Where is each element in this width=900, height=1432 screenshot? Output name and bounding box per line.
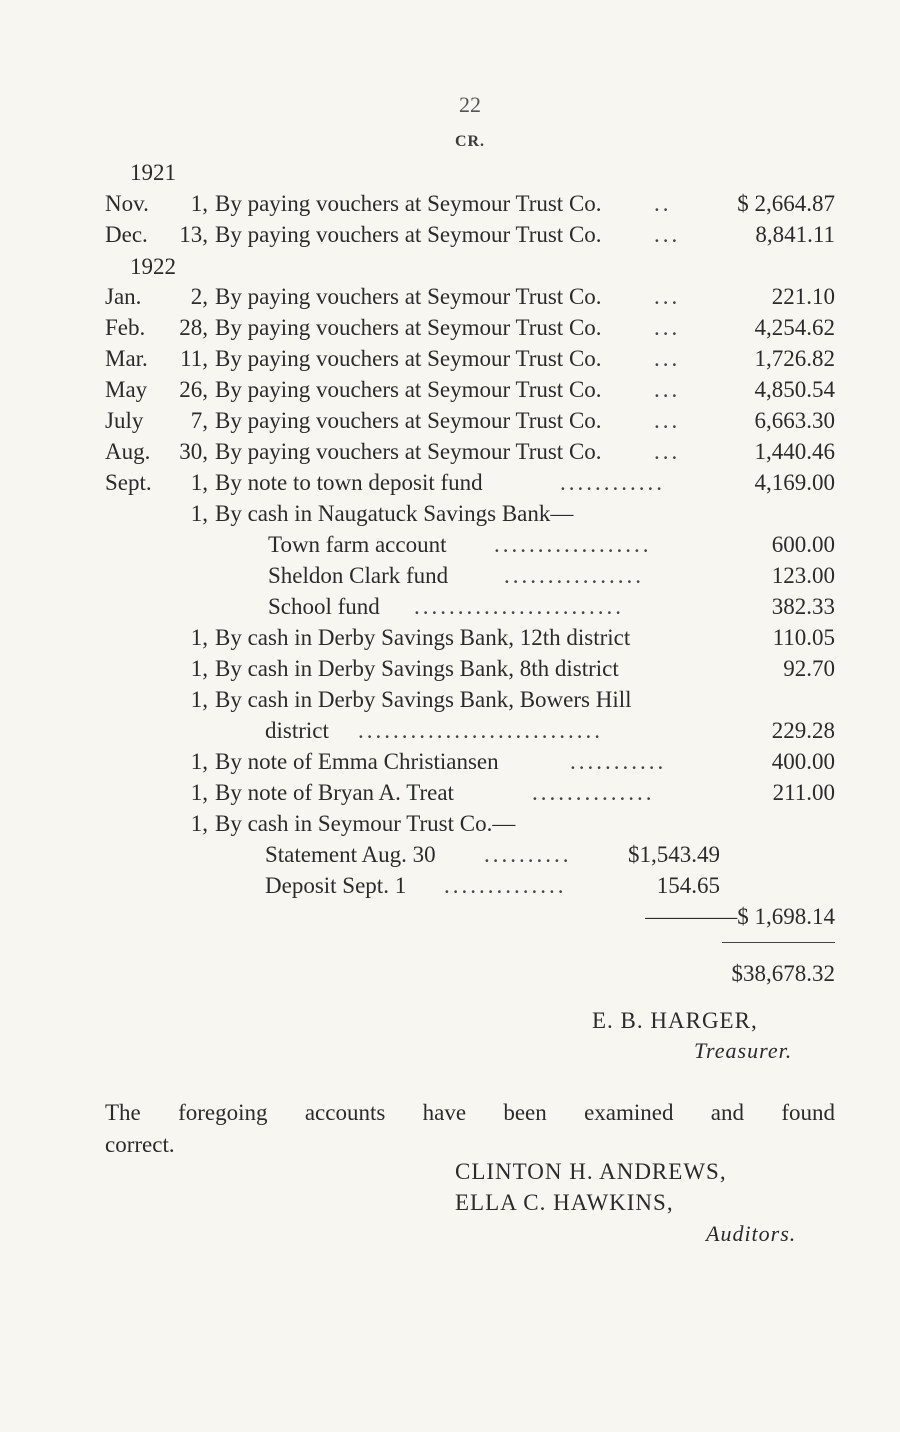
ledger-row: Dec. 13, By paying vouchers at Seymour Trust Co. ... 8,841.11 — [105, 222, 835, 247]
ledger-row: Mar. 11, By paying vouchers at Seymour Trust Co. ... 1,726.82 — [105, 346, 835, 371]
ledger-row: 1, By note of Emma Christiansen ........... 400.00 — [190, 749, 835, 774]
ledger-row: 1, By cash in Seymour Trust Co.— — [190, 811, 516, 836]
auditor-name-1: CLINTON H. ANDREWS, — [455, 1159, 727, 1184]
year-row — [0, 157, 900, 188]
ledger-row: Feb. 28, By paying vouchers at Seymour Trust Co. ... 4,254.62 — [105, 315, 835, 340]
ledger-subrow: Statement Aug. 30 .......... $1,543.49 — [265, 842, 720, 867]
total-rule — [722, 942, 835, 943]
treasurer-name: E. B. HARGER, — [592, 1008, 758, 1033]
ledger-subrow: district ............................ 229.28 — [265, 718, 835, 743]
ledger-row: 1, By cash in Derby Savings Bank, 8th district 92.70 — [190, 656, 835, 681]
ledger-row: 1, By cash in Derby Savings Bank, 12th district 110.05 — [190, 625, 835, 650]
ledger-row: 1, By cash in Derby Savings Bank, Bowers Hill — [190, 687, 632, 712]
ledger-row: Sept. 1, By note to town deposit fund ............ 4,169.00 — [105, 470, 835, 495]
page-number: 22 — [459, 92, 481, 117]
auditor-name-2: ELLA C. HAWKINS, — [455, 1190, 674, 1215]
subtotal-amount: ————$ 1,698.14 — [645, 904, 835, 929]
credit-heading: CR. — [454, 133, 486, 150]
total-row — [0, 958, 900, 989]
ledger-subrow: Sheldon Clark fund ................ 123.00 — [268, 563, 835, 588]
year-label: 1922 — [130, 254, 176, 279]
ledger-row: Aug. 30, By paying vouchers at Seymour Trust Co. ... 1,440.46 — [105, 439, 835, 464]
treasurer-title: Treasurer. — [694, 1038, 793, 1063]
ledger-row: May 26, By paying vouchers at Seymour Trust Co. ... 4,850.54 — [105, 377, 835, 402]
audit-statement-line1: The foregoing accounts have been examined and found — [105, 1100, 835, 1125]
total-amount: $38,678.32 — [731, 961, 835, 986]
ledger-row: July 7, By paying vouchers at Seymour Trust Co. ... 6,663.30 — [105, 408, 835, 433]
ledger-subrow: Deposit Sept. 1 .............. 154.65 — [265, 873, 720, 898]
year-label: 1921 — [130, 160, 176, 185]
audit-statement-line2: correct. — [105, 1132, 175, 1157]
ledger-row: Jan. 2, By paying vouchers at Seymour Trust Co. ... 221.10 — [105, 284, 835, 309]
ledger-row: Nov. 1, By paying vouchers at Seymour Trust Co. .. $ 2,664.87 — [105, 191, 835, 216]
subtotal-row — [0, 901, 900, 932]
auditors-title: Auditors. — [706, 1221, 797, 1246]
ledger-row: 1, By cash in Naugatuck Savings Bank— — [190, 501, 574, 526]
year-row — [0, 251, 900, 282]
ledger-subrow: School fund ........................ 382.33 — [268, 594, 835, 619]
ledger-row: 1, By note of Bryan A. Treat .............. 211.00 — [190, 780, 835, 805]
ledger-subrow: Town farm account .................. 600.00 — [268, 532, 835, 557]
